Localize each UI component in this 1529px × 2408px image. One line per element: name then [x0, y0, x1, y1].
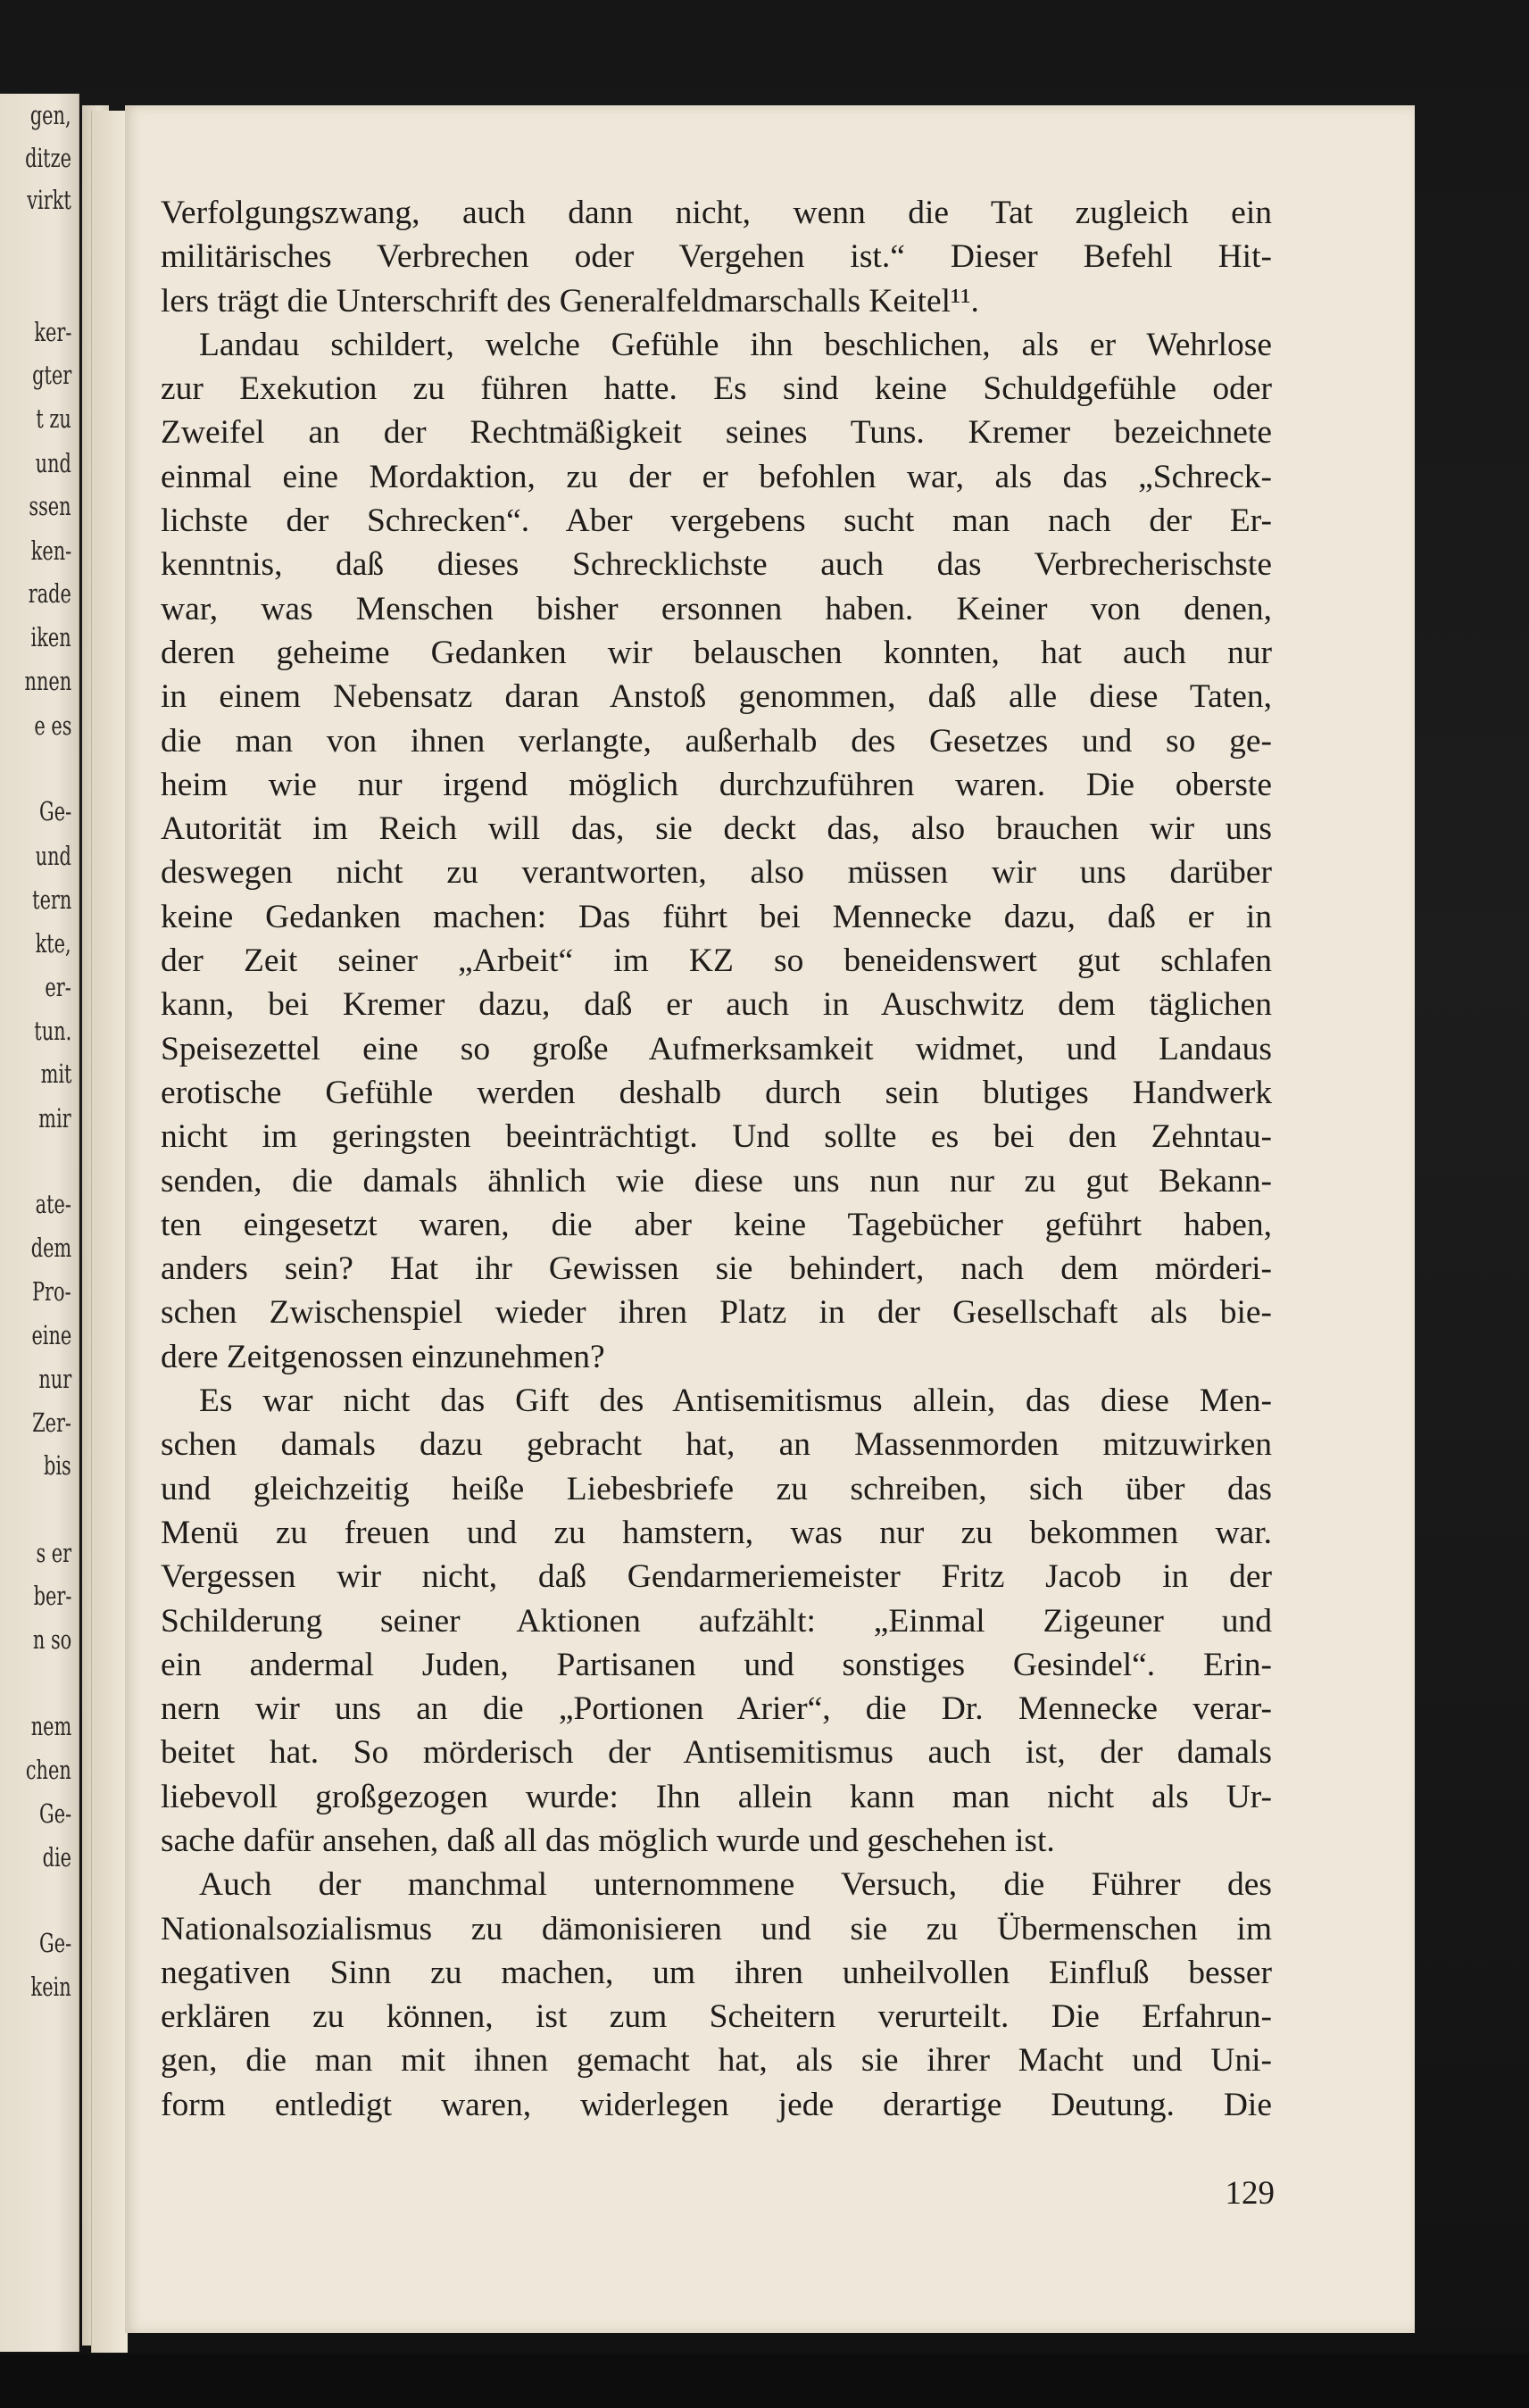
- left-page-fragment: kein: [30, 1972, 71, 2002]
- left-page-fragment: t zu: [36, 403, 71, 434]
- left-page-fragment: ssen: [29, 491, 71, 521]
- left-page-fragment: iken: [30, 622, 71, 652]
- left-page-fragment: kte,: [35, 928, 71, 959]
- left-page-fragment: Pro-: [32, 1276, 71, 1307]
- text-line: Schilderung seiner Aktionen aufzählt: „Einmal Zigeuner und: [161, 1602, 1272, 1640]
- text-line: schen damals dazu gebracht hat, an Massenmorden mitzuwirken: [161, 1426, 1272, 1464]
- left-page-fragment: e es: [33, 710, 71, 741]
- text-line: Es war nicht das Gift des Antisemitismus allein, das diese Men-: [199, 1383, 1272, 1420]
- text-line: form entledigt waren, widerlegen jede derartige Deutung. Die: [161, 2086, 1272, 2123]
- text-line: ein andermal Juden, Partisanen und sonstiges Gesindel“. Erin-: [161, 1646, 1272, 1683]
- left-page-fragment: chen: [26, 1755, 71, 1785]
- left-page-fragment: und: [35, 841, 71, 871]
- left-page-fragment: Ge-: [38, 1928, 71, 1958]
- text-line: Speisezettel eine so große Aufmerksamkeit widmet, und Landaus: [161, 1030, 1272, 1067]
- body-text: [161, 191, 1272, 2127]
- text-line: dere Zeitgenossen einzunehmen?: [161, 1338, 605, 1375]
- text-line: einmal eine Mordaktion, zu der er befohlen war, als das „Schreck-: [161, 458, 1272, 495]
- left-page-fragment: nur: [38, 1364, 71, 1394]
- text-line: beitet hat. So mörderisch der Antisemitismus auch ist, der damals: [161, 1734, 1272, 1772]
- text-line: heim wie nur irgend möglich durchzuführen waren. Die oberste: [161, 766, 1272, 803]
- text-line: Nationalsozialismus zu dämonisieren und sie zu Übermenschen im: [161, 1910, 1272, 1947]
- background-shadow: [0, 2354, 1529, 2408]
- text-line: in einem Nebensatz daran Anstoß genommen, daß alle diese Taten,: [161, 678, 1272, 716]
- left-page-fragment: eine: [31, 1320, 71, 1350]
- text-line: kenntnis, daß dieses Schrecklichste auch das Verbrecherischste: [161, 546, 1272, 584]
- left-page-fragment: gen,: [30, 100, 71, 130]
- left-page-fragment: ditze: [25, 143, 71, 173]
- left-page-fragment: tun.: [34, 1016, 71, 1046]
- text-line: sache dafür ansehen, daß all das möglich wurde und geschehen ist.: [161, 1822, 1055, 1859]
- left-page-fragment: nem: [30, 1711, 71, 1741]
- left-page-fragment: n so: [32, 1624, 71, 1655]
- text-line: anders sein? Hat ihr Gewissen sie behindert, nach dem mörderi-: [161, 1250, 1272, 1288]
- left-page-fragment: Ge-: [38, 796, 71, 826]
- text-line: deren geheime Gedanken wir belauschen konnten, hat auch nur: [161, 634, 1272, 671]
- text-line: nicht im geringsten beeinträchtigt. Und sollte es bei den Zehntau-: [161, 1118, 1272, 1156]
- text-line: deswegen nicht zu verantworten, also müssen wir uns darüber: [161, 854, 1272, 892]
- left-page-fragment: virkt: [27, 185, 71, 215]
- left-page-fragment: Ge-: [38, 1798, 71, 1829]
- left-page-fragment: rade: [28, 578, 71, 609]
- text-line: erotische Gefühle werden deshalb durch sein blutiges Handwerk: [161, 1074, 1272, 1111]
- left-page-fragment: ate-: [35, 1189, 71, 1219]
- left-page-fragment: und: [35, 448, 71, 478]
- left-page-fragment: nnen: [24, 666, 71, 696]
- left-page-text-fragments: [0, 94, 79, 2352]
- text-line: zur Exekution zu führen hatte. Es sind keine Schuldgefühle oder: [161, 370, 1272, 408]
- page-number: 129: [1225, 2175, 1275, 2212]
- text-line: lers trägt die Unterschrift des Generalfeldmarschalls Keitel¹¹.: [161, 282, 979, 320]
- text-line: ten eingesetzt waren, die aber keine Tagebücher geführt haben,: [161, 1206, 1272, 1243]
- page-edges-inner: [91, 111, 128, 2353]
- text-line: gen, die man mit ihnen gemacht hat, als sie ihrer Macht und Uni-: [161, 2042, 1272, 2080]
- text-line: Verfolgungszwang, auch dann nicht, wenn die Tat zugleich ein: [161, 195, 1272, 231]
- text-line: Landau schildert, welche Gefühle ihn beschlichen, als er Wehrlose: [199, 326, 1272, 363]
- text-line: Menü zu freuen und zu hamstern, was nur zu bekommen war.: [161, 1514, 1272, 1551]
- left-page-fragment: ken-: [30, 536, 71, 566]
- text-line: und gleichzeitig heiße Liebesbriefe zu schreiben, sich über das: [161, 1470, 1272, 1507]
- left-page-fragment: er-: [45, 972, 71, 1002]
- left-page-fragment: dem: [30, 1233, 71, 1263]
- left-page-fragment: tern: [31, 884, 71, 915]
- left-facing-page: [0, 94, 79, 2352]
- left-page-fragment: ber-: [33, 1581, 71, 1611]
- text-line: kann, bei Kremer dazu, daß er auch in Auschwitz dem täglichen: [161, 986, 1272, 1024]
- text-line: Autorität im Reich will das, sie deckt das, also brauchen wir uns: [161, 810, 1272, 848]
- left-page-fragment: ker-: [33, 317, 71, 347]
- left-page-fragment: die: [42, 1842, 71, 1872]
- text-line: der Zeit seiner „Arbeit“ im KZ so beneidenswert gut schlafen: [161, 942, 1272, 980]
- text-line: senden, die damals ähnlich wie diese uns nun nur zu gut Bekann-: [161, 1162, 1272, 1200]
- left-page-fragment: mir: [38, 1103, 71, 1133]
- text-line: war, was Menschen bisher ersonnen haben. Keiner von denen,: [161, 590, 1272, 627]
- text-line: die man von ihnen verlangte, außerhalb des Gesetzes und so ge-: [161, 722, 1272, 760]
- text-line: lichste der Schrecken“. Aber vergebens sucht man nach der Er-: [161, 502, 1272, 540]
- left-page-fragment: bis: [44, 1450, 71, 1481]
- left-page-fragment: gter: [31, 360, 71, 390]
- text-line: Zweifel an der Rechtmäßigkeit seines Tuns. Kremer bezeichnete: [161, 414, 1272, 452]
- book-page: [125, 105, 1415, 2333]
- text-line: nern wir uns an die „Portionen Arier“, die Dr. Mennecke verar-: [161, 1690, 1272, 1728]
- text-line: keine Gedanken machen: Das führt bei Mennecke dazu, daß er in: [161, 898, 1272, 935]
- left-page-fragment: Zer-: [32, 1407, 71, 1438]
- left-page-fragment: s er: [36, 1538, 71, 1568]
- text-line: negativen Sinn zu machen, um ihren unheilvollen Einfluß besser: [161, 1954, 1272, 1991]
- text-line: schen Zwischenspiel wieder ihren Platz in der Gesellschaft als bie-: [161, 1294, 1272, 1332]
- text-line: liebevoll großgezogen wurde: Ihn allein kann man nicht als Ur-: [161, 1778, 1272, 1815]
- text-line: Vergessen wir nicht, daß Gendarmeriemeister Fritz Jacob in der: [161, 1558, 1272, 1596]
- text-line: erklären zu können, ist zum Scheitern verurteilt. Die Erfahrun-: [161, 1998, 1272, 2036]
- left-page-fragment: mit: [40, 1059, 71, 1089]
- text-line: militärisches Verbrechen oder Vergehen ist.“ Dieser Befehl Hit-: [161, 238, 1272, 276]
- text-line: Auch der manchmal unternommene Versuch, die Führer des: [199, 1866, 1272, 1904]
